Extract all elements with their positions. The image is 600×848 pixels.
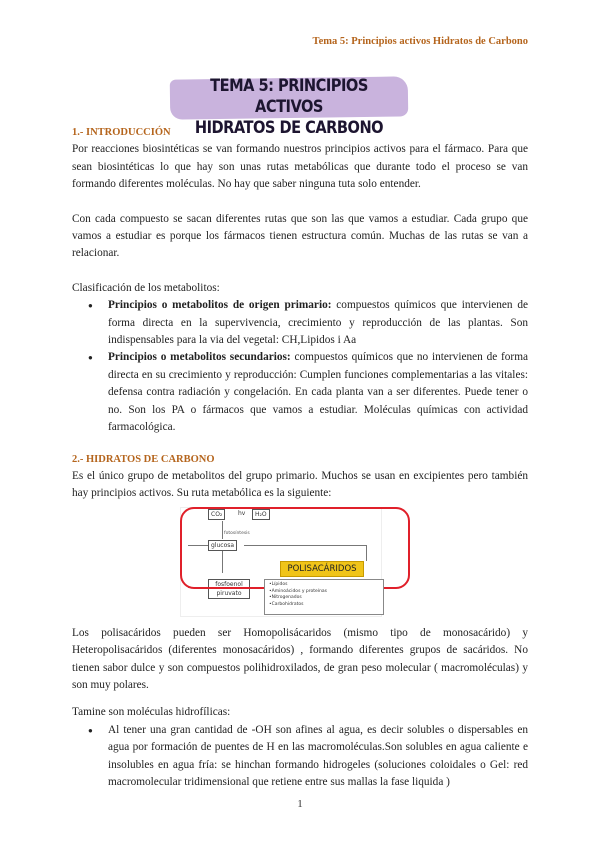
bullet-text: compuestos químicos que intervienen de forma directa en la supervivencia, crecimiento y reproducción de las plantas. Son indispensables para la via del vegetal: CH,Lipidos i Aa (108, 299, 528, 347)
photosynthesis-label: fotosíntesis (224, 530, 250, 536)
list-item: • Carbohidratos (269, 602, 379, 609)
intro-paragraph-2: Con cada compuesto se sacan diferentes rutas que son las que vamos a estudiar. Cada grupo que vamos a estudiar es porque los fármacos tienen estructura común. Muchas de las rutas se van a relacionar. (72, 212, 528, 260)
intro-paragraph-1: Por reacciones biosintéticas se van formando nuestros principios activos para el fármaco. Para que sean biosintéticas lo que hay son unas rutas metabólicas que durante todo el proceso se van formando diferentes moléculas. No hay que saber ninguna tuta solo entender. (72, 143, 528, 191)
polysaccharides-box: POLISACÁRIDOS (280, 561, 364, 577)
glucose-label: glucosa (208, 540, 237, 551)
water-label: H₂O (252, 509, 270, 520)
metabolite-types-box (264, 579, 384, 615)
list-item: • Lípidos (269, 582, 379, 589)
list-item: • Aminoácidos y proteínas (269, 589, 379, 596)
page-number: 1 (297, 798, 303, 810)
document-body (72, 124, 528, 791)
bullet-text: compuestos químicos que no intervienen de forma directa en su crecimiento y reproducción: Cumplen funciones complementarias a las vitales: defensa contra radiación y congelación. En cada planta van a ser diferentes. Puede tener o no. Son los PA o fármacos que vamos a estudiar. Moléculas químicas con actividad farmacológica. (108, 351, 528, 434)
metabolite-list (72, 297, 528, 436)
bullet-term: Principios o metabolitos secundarios: (108, 351, 291, 364)
carbohydrates-paragraph-1: Es el único grupo de metabolitos del grupo primario. Muchos se usan en excipientes pero también hay principios activos. Su ruta metabólica es la siguiente: (72, 469, 528, 500)
title-line-2: HIDRATOS DE CARBONO (194, 118, 384, 138)
list-item: • Nitrogenados (269, 595, 379, 602)
hydrophilic-list (72, 722, 528, 792)
list-item (108, 297, 528, 349)
light-label: hv (238, 509, 246, 517)
hydrophilic-label: Tamine son moléculas hidrofílicas: (72, 706, 231, 719)
classification-label: Clasificación de los metabolitos: (72, 281, 220, 294)
polysaccharides-paragraph: Los polisacáridos pueden ser Homopolisácaridos (mismo tipo de monosacárido) y Heteropolisacáridos (diferentes monosacáridos) , formando diferentes grupos de sacáridos. No tienen sabor dulce y son compuestos polihidroxilados, de gran peso molecular ( macromoléculas) y son muy polares. (72, 626, 528, 691)
bullet-term: Principios o metabolitos de origen primario: (108, 299, 332, 312)
pyruvate-label: piruvato (216, 589, 242, 597)
list-item (108, 349, 528, 436)
metabolic-route-figure (72, 507, 528, 621)
phosphoenol-label: fosfoenol (215, 580, 243, 588)
section-1-heading: 1.- INTRODUCCIÓN (72, 127, 171, 138)
co2-label: CO₂ (208, 509, 225, 520)
title-line-1: TEMA 5: PRINCIPIOS ACTIVOS (210, 76, 368, 117)
section-2-heading: 2.- HIDRATOS DE CARBONO (72, 453, 215, 465)
list-item: ● Al tener una gran cantidad de -OH son afines al agua, es decir solubles o dispersables en agua por formación de puentes de H en las macromoléculas.Son solubles en agua caliente e insolubles en agua fría: se hinchan formando hidrogeles (soluciones coloidales o Gel: red macromolecular tridimensional que retiene entre sus mallas la fase liquida ) (108, 722, 528, 792)
running-header: Tema 5: Principios activos Hidratos de Carbono (312, 36, 528, 47)
title-banner (170, 74, 408, 138)
